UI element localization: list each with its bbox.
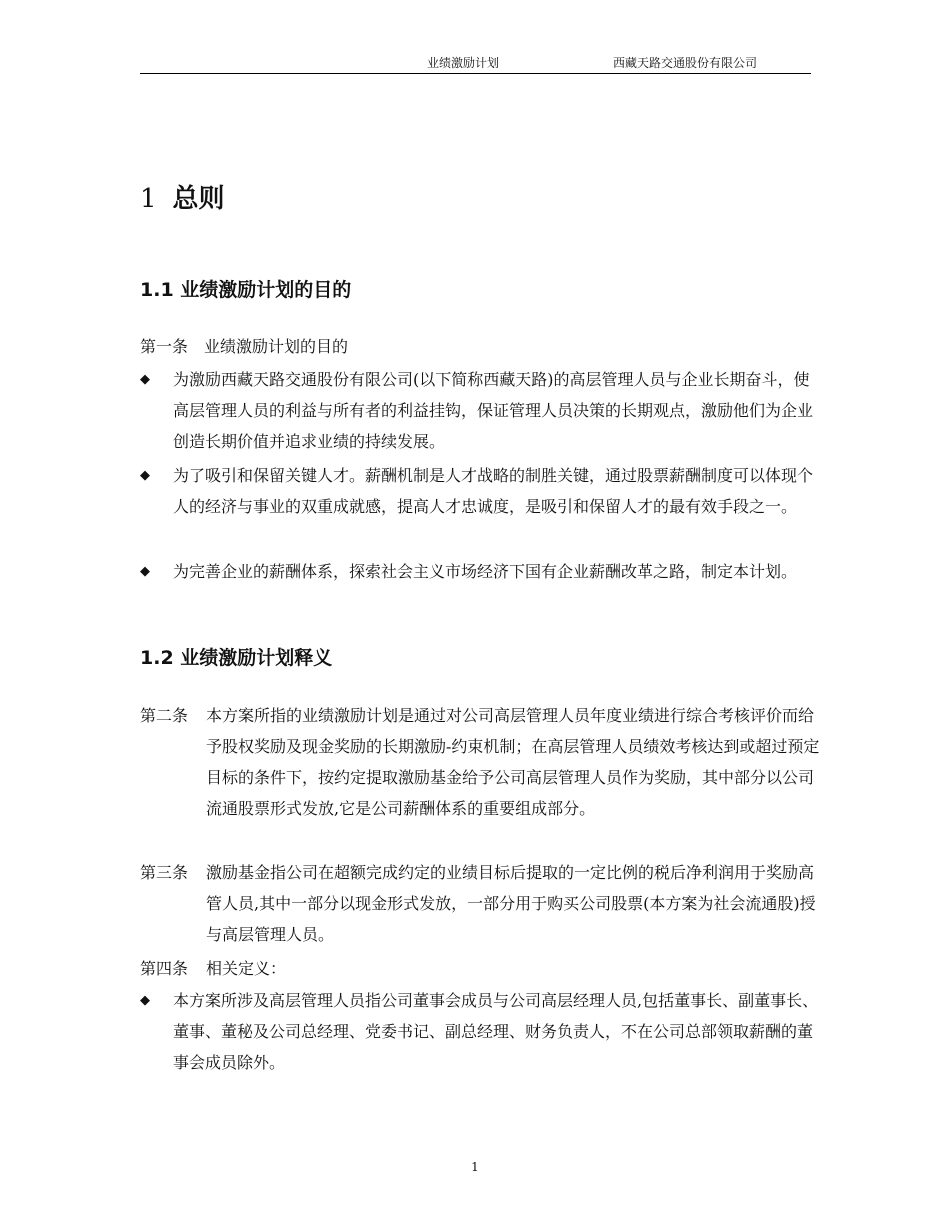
list-item-text: 本方案所涉及高层管理人员指公司董事会成员与公司高层经理人员,包括董事长、副董事长、董事、董秘及公司总经理、党委书记、副总经理、财务负责人，不在公司总部领取薪酬的董事会成员除外。 xyxy=(173,991,819,1072)
article-label: 第三条 xyxy=(140,863,189,882)
list-item xyxy=(140,985,823,1078)
article-text: 激励基金指公司在超额完成约定的业绩目标后提取的一定比例的税后净利润用于奖励高管人员,其中一部分以现金形式发放，一部分用于购买公司股票(本方案为社会流通股)授与高层管理人员。 xyxy=(206,863,816,944)
article-3 xyxy=(140,857,820,950)
article-text: 相关定义： xyxy=(206,959,287,978)
chapter-title: 总则 xyxy=(172,184,225,214)
diamond-bullet-icon: ◆ xyxy=(140,993,150,1008)
list-item-text: 为激励西藏天路交通股份有限公司(以下简称西藏天路)的高层管理人员与企业长期奋斗，使高层管理人员的利益与所有者的利益挂钩，保证管理人员决策的长期观点，激励他们为企业创造长期价值并追求业绩的持续发展。 xyxy=(173,370,814,451)
section-heading-1-2: 1.2 业绩激励计划释义 xyxy=(140,647,333,669)
chapter-number: 1 xyxy=(140,184,157,214)
section-heading-1-1: 1.1 业绩激励计划的目的 xyxy=(140,279,352,301)
article-label: 第四条 xyxy=(140,959,189,978)
article-2 xyxy=(140,700,820,824)
header-company-name: 西藏天路交通股份有限公司 xyxy=(613,56,758,70)
list-item xyxy=(140,364,823,457)
header-doc-title: 业绩激励计划 xyxy=(427,56,500,70)
article-label: 第二条 xyxy=(140,706,189,725)
list-item xyxy=(140,556,823,587)
list-item xyxy=(140,460,823,522)
diamond-bullet-icon: ◆ xyxy=(140,372,150,387)
diamond-bullet-icon: ◆ xyxy=(140,564,150,579)
chapter-heading xyxy=(140,183,225,215)
page-header xyxy=(140,57,811,74)
diamond-bullet-icon: ◆ xyxy=(140,468,150,483)
article-text: 本方案所指的业绩激励计划是通过对公司高层管理人员年度业绩进行综合考核评价而给予股权奖励及现金奖励的长期激励-约束机制；在高层管理人员绩效考核达到或超过预定目标的条件下，按约定提取激励基金给予公司高层管理人员作为奖励，其中部分以公司流通股票形式发放,它是公司薪酬体系的重要组成部分。 xyxy=(206,706,820,818)
page-number: 1 xyxy=(471,1160,479,1174)
article-1-line: 第一条 业绩激励计划的目的 xyxy=(140,337,349,356)
article-4 xyxy=(140,953,820,984)
list-item-text: 为完善企业的薪酬体系，探索社会主义市场经济下国有企业薪酬改革之路，制定本计划。 xyxy=(173,562,798,581)
list-item-text: 为了吸引和保留关键人才。薪酬机制是人才战略的制胜关键，通过股票薪酬制度可以体现个人的经济与事业的双重成就感，提高人才忠诚度，是吸引和保留人才的最有效手段之一。 xyxy=(173,466,814,516)
